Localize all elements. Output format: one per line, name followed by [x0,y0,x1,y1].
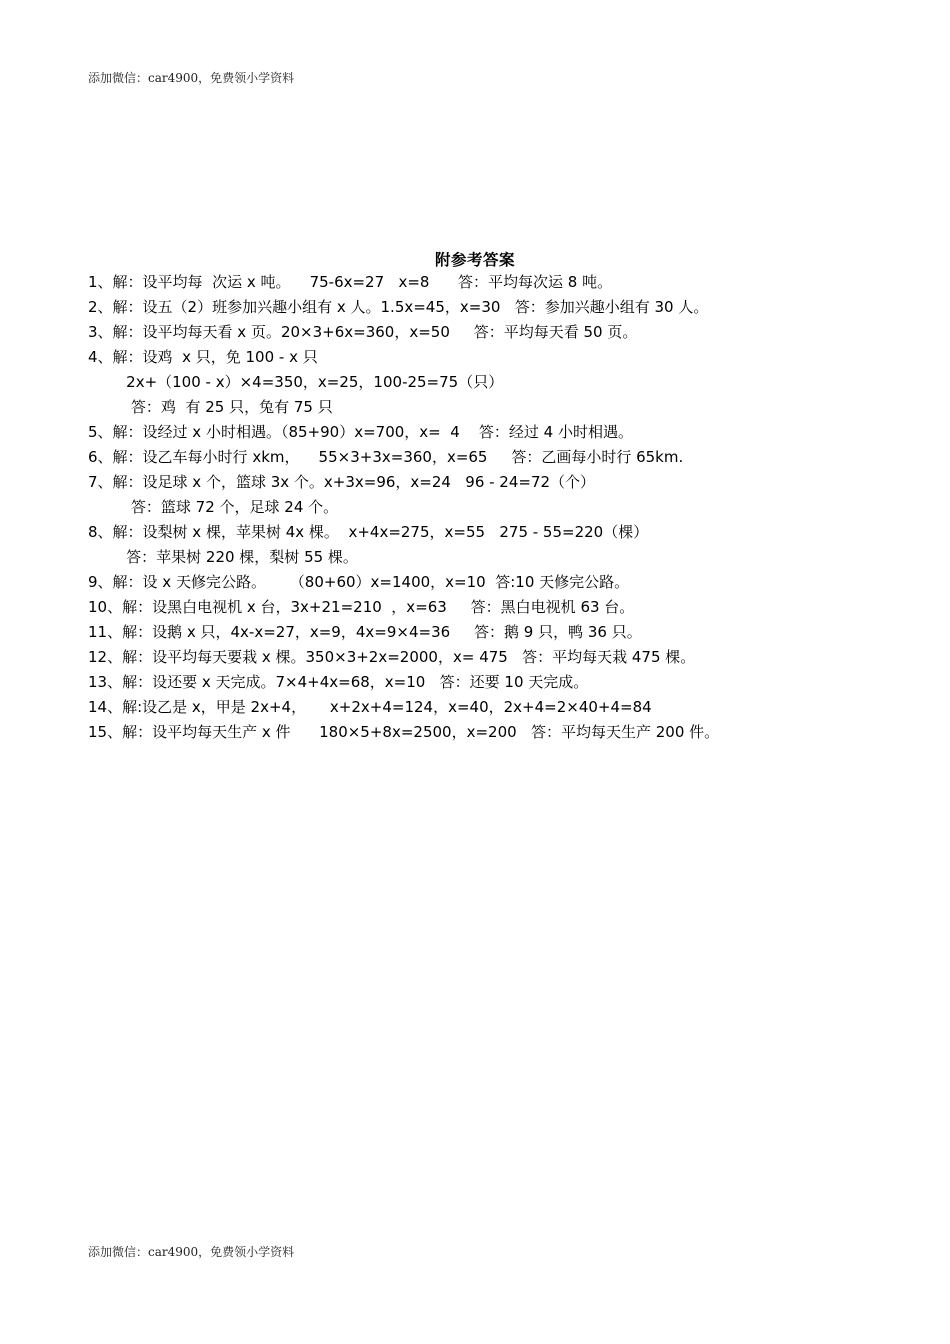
document-title: 附参考答案 [434,251,515,269]
answer-line: 5、解：设经过 x 小时相遇。（85+90）x=700，x= 4 答：经过 4 小时相遇。 [88,423,633,441]
answer-line: 9、解：设 x 天修完公路。 （80+60）x=1400，x=10 答:10 天修完公路。 [88,573,630,591]
answer-line: 1、解：设平均每 次运 x 吨。 75-6x=27 x=8 答：平均每次运 8 吨。 [88,273,613,291]
answer-line: 8、解：设梨树 x 棵，苹果树 4x 棵。 x+4x=275，x=55 275 - 55=220（棵） [88,523,649,541]
footer-note: 添加微信：car4900，免费领小学资料 [88,1245,295,1259]
answer-line: 10、解：设黑白电视机 x 台，3x+21=210 ，x=63 答：黑白电视机 63 台。 [88,598,635,616]
answer-line: 3、解：设平均每天看 x 页。20×3+6x=360，x=50 答：平均每天看 50 页。 [88,323,638,341]
answer-line: 15、解：设平均每天生产 x 件 180×5+8x=2500，x=200 答：平均每天生产 200 件。 [88,723,720,741]
answer-line: 12、解：设平均每天要栽 x 棵。350×3+2x=2000，x= 475 答：平均每天栽 475 棵。 [88,648,696,666]
answer-line: 2、解：设五（2）班参加兴趣小组有 x 人。1.5x=45，x=30 答：参加兴趣小组有 30 人。 [88,298,709,316]
answer-line: 答：鸡 有 25 只，兔有 75 只 [88,398,333,416]
answer-line: 7、解：设足球 x 个，篮球 3x 个。x+3x=96，x=24 96 - 24=72（个） [88,473,596,491]
answer-line: 11、解：设鹅 x 只，4x-x=27，x=9，4x=9×4=36 答：鹅 9 只，鸭 36 只。 [88,623,642,641]
answer-line: 4、解：设鸡 x 只，免 100 - x 只 [88,348,318,366]
answer-line: 2x+（100 - x）×4=350，x=25，100-25=75（只） [88,373,504,391]
answer-line: 13、解：设还要 x 天完成。7×4+4x=68，x=10 答：还要 10 天完成。 [88,673,589,691]
answer-line: 14、解:设乙是 x，甲是 2x+4， x+2x+4=124，x=40，2x+4=2×40+4=84 [88,698,652,716]
header-note: 添加微信：car4900，免费领小学资料 [88,71,295,85]
answer-line: 答：篮球 72 个，足球 24 个。 [88,498,339,516]
answer-line: 6、解：设乙车每小时行 xkm， 55×3+3x=360，x=65 答：乙画每小时行 65km. [88,448,684,466]
answer-line: 答：苹果树 220 棵，梨树 55 棵。 [88,548,358,566]
